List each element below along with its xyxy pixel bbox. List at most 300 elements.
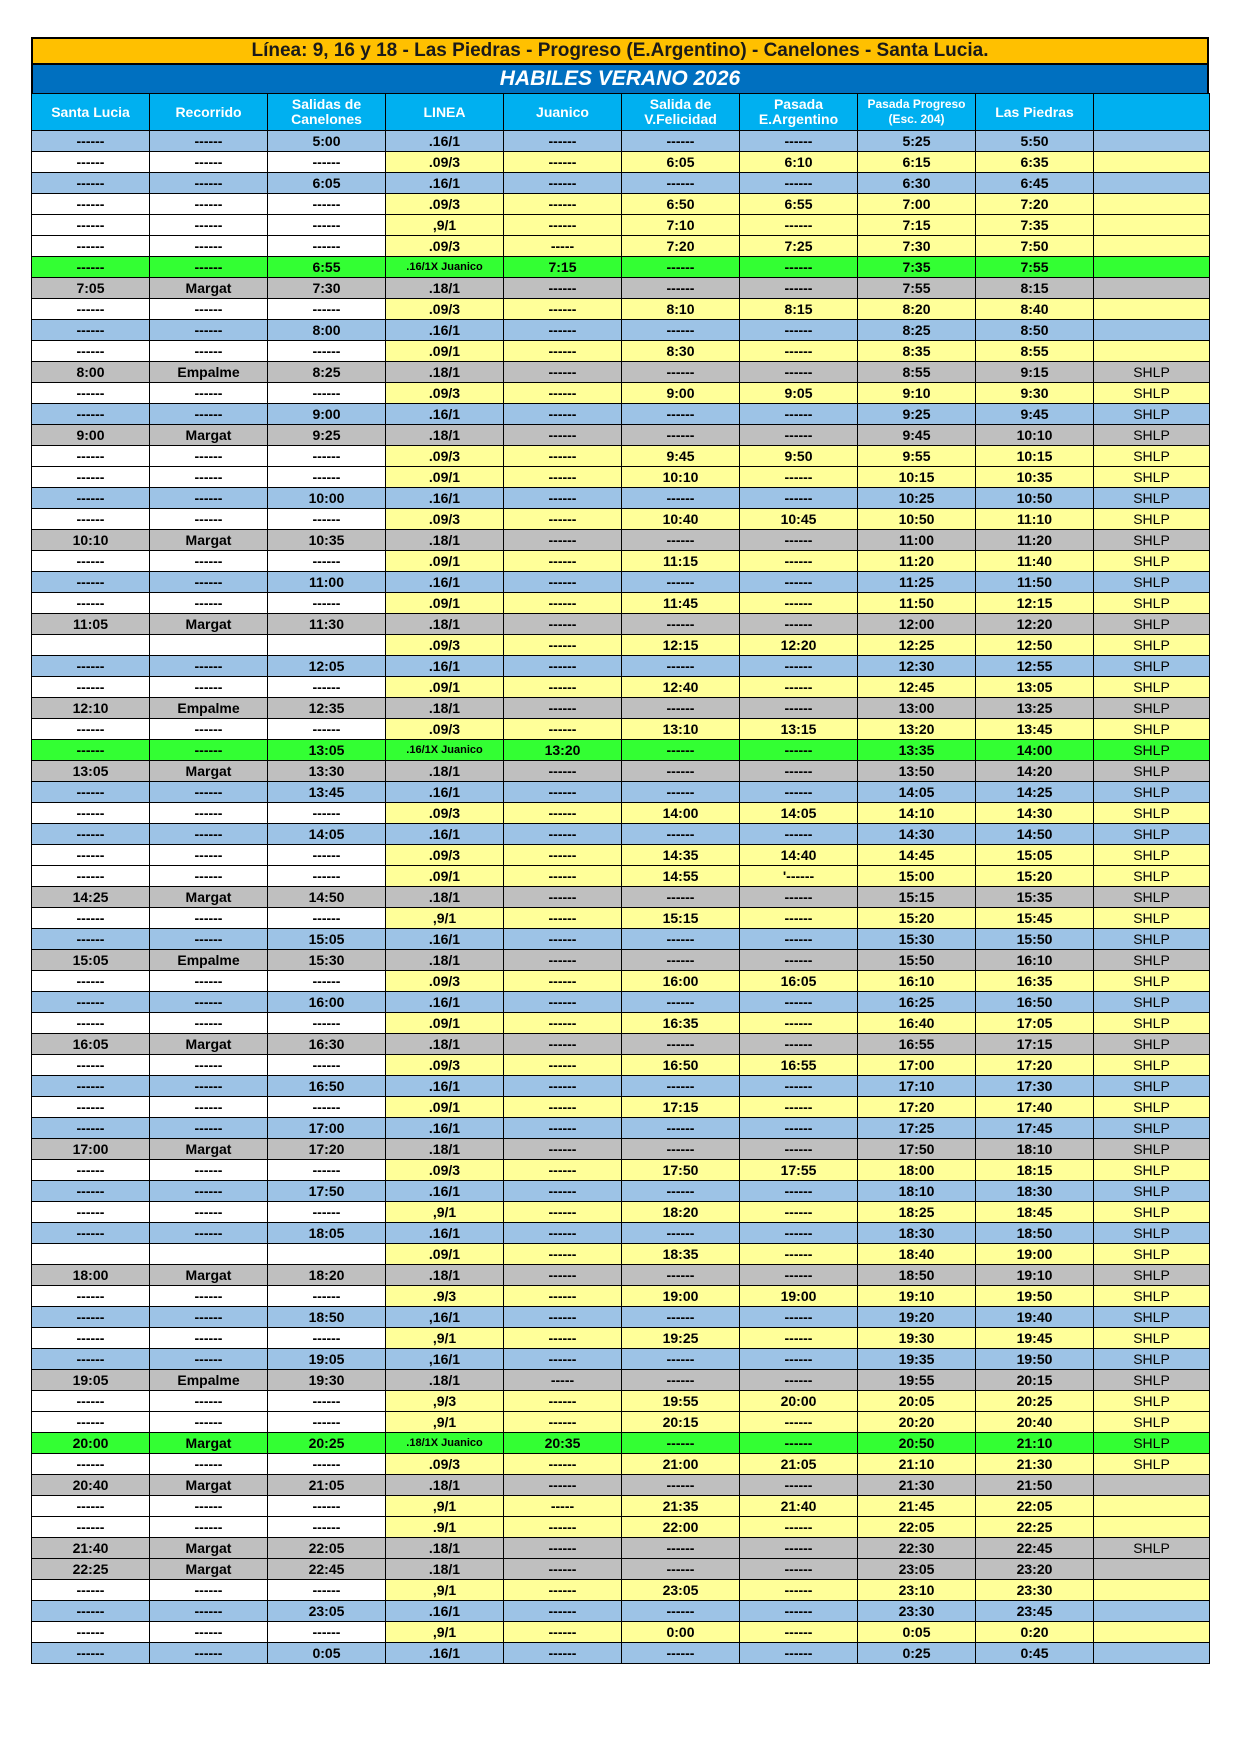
cell-recorrido: Margat <box>150 1559 268 1580</box>
cell-salida-v-felicidad: 16:50 <box>622 1055 740 1076</box>
cell-las-piedras: 9:15 <box>976 362 1094 383</box>
cell-salidas-canelones: ------ <box>268 341 386 362</box>
cell-juanico: ------ <box>504 929 622 950</box>
cell-notes <box>1094 173 1210 194</box>
cell-las-piedras: 16:35 <box>976 971 1094 992</box>
cell-linea: .18/1 <box>386 1538 504 1559</box>
cell-las-piedras: 17:20 <box>976 1055 1094 1076</box>
cell-juanico: ------ <box>504 572 622 593</box>
cell-santa-lucia: ------ <box>32 1181 150 1202</box>
cell-salidas-canelones: 17:20 <box>268 1139 386 1160</box>
cell-juanico: ------ <box>504 635 622 656</box>
cell-salida-v-felicidad: 10:10 <box>622 467 740 488</box>
cell-notes: SHLP <box>1094 1391 1210 1412</box>
cell-santa-lucia: ------ <box>32 740 150 761</box>
cell-recorrido: Empalme <box>150 698 268 719</box>
cell-salidas-canelones: ------ <box>268 1097 386 1118</box>
cell-las-piedras: 7:55 <box>976 257 1094 278</box>
cell-juanico: ------ <box>504 194 622 215</box>
cell-las-piedras: 8:50 <box>976 320 1094 341</box>
cell-recorrido: ------ <box>150 1055 268 1076</box>
page-subtitle: HABILES VERANO 2026 <box>31 65 1209 93</box>
cell-salida-v-felicidad: ------ <box>622 1559 740 1580</box>
cell-las-piedras: 8:15 <box>976 278 1094 299</box>
table-row <box>32 698 1210 719</box>
cell-recorrido: ------ <box>150 1496 268 1517</box>
table-row <box>32 1370 1210 1391</box>
cell-notes: SHLP <box>1094 1307 1210 1328</box>
cell-santa-lucia: ------ <box>32 1160 150 1181</box>
cell-las-piedras: 18:45 <box>976 1202 1094 1223</box>
cell-pasada-e-argentino: ------ <box>740 131 858 152</box>
cell-pasada-e-argentino: ------ <box>740 215 858 236</box>
cell-notes: SHLP <box>1094 1181 1210 1202</box>
cell-linea: ,9/1 <box>386 215 504 236</box>
cell-linea: .16/1 <box>386 929 504 950</box>
cell-santa-lucia: ------ <box>32 656 150 677</box>
cell-recorrido: ------ <box>150 866 268 887</box>
cell-pasada-e-argentino: ------ <box>740 341 858 362</box>
cell-notes: SHLP <box>1094 1286 1210 1307</box>
cell-pasada-progreso: 20:50 <box>858 1433 976 1454</box>
cell-pasada-progreso: 17:50 <box>858 1139 976 1160</box>
cell-santa-lucia: 20:40 <box>32 1475 150 1496</box>
table-row <box>32 1055 1210 1076</box>
cell-pasada-e-argentino: ------ <box>740 614 858 635</box>
cell-salidas-canelones: ------ <box>268 509 386 530</box>
table-row <box>32 740 1210 761</box>
cell-linea: ,9/1 <box>386 1202 504 1223</box>
cell-pasada-e-argentino: ------ <box>740 1475 858 1496</box>
cell-salida-v-felicidad: 7:20 <box>622 236 740 257</box>
cell-notes <box>1094 236 1210 257</box>
cell-pasada-e-argentino: ------ <box>740 257 858 278</box>
cell-santa-lucia: ------ <box>32 1118 150 1139</box>
cell-juanico: ------ <box>504 845 622 866</box>
cell-pasada-e-argentino: 21:05 <box>740 1454 858 1475</box>
table-row <box>32 509 1210 530</box>
cell-pasada-e-argentino: ------ <box>740 467 858 488</box>
cell-linea: .16/1 <box>386 1223 504 1244</box>
table-row <box>32 299 1210 320</box>
cell-pasada-progreso: 19:10 <box>858 1286 976 1307</box>
cell-notes: SHLP <box>1094 992 1210 1013</box>
cell-pasada-progreso: 14:30 <box>858 824 976 845</box>
cell-salida-v-felicidad: ------ <box>622 1349 740 1370</box>
cell-pasada-e-argentino: 9:05 <box>740 383 858 404</box>
cell-notes: SHLP <box>1094 362 1210 383</box>
cell-recorrido: ------ <box>150 803 268 824</box>
cell-juanico: ------ <box>504 1538 622 1559</box>
cell-juanico: ------ <box>504 698 622 719</box>
cell-juanico: ------ <box>504 1265 622 1286</box>
cell-salida-v-felicidad: ------ <box>622 173 740 194</box>
cell-juanico: ------ <box>504 1202 622 1223</box>
cell-juanico: ------ <box>504 152 622 173</box>
cell-pasada-progreso: 19:20 <box>858 1307 976 1328</box>
cell-las-piedras: 23:30 <box>976 1580 1094 1601</box>
cell-notes: SHLP <box>1094 887 1210 908</box>
cell-pasada-progreso: 11:20 <box>858 551 976 572</box>
cell-salidas-canelones: ------ <box>268 1622 386 1643</box>
cell-las-piedras: 12:50 <box>976 635 1094 656</box>
cell-recorrido: Margat <box>150 1034 268 1055</box>
cell-santa-lucia: ------ <box>32 1097 150 1118</box>
cell-salida-v-felicidad: ------ <box>622 425 740 446</box>
cell-notes: SHLP <box>1094 1118 1210 1139</box>
table-row <box>32 131 1210 152</box>
cell-juanico: ------ <box>504 509 622 530</box>
cell-pasada-e-argentino: ------ <box>740 1244 858 1265</box>
cell-notes: SHLP <box>1094 467 1210 488</box>
cell-recorrido: ------ <box>150 1328 268 1349</box>
cell-juanico: ------ <box>504 215 622 236</box>
cell-las-piedras: 21:30 <box>976 1454 1094 1475</box>
table-row <box>32 593 1210 614</box>
table-row <box>32 236 1210 257</box>
cell-las-piedras: 17:45 <box>976 1118 1094 1139</box>
cell-recorrido: ------ <box>150 1601 268 1622</box>
cell-juanico: ------ <box>504 1139 622 1160</box>
cell-juanico: ------ <box>504 1517 622 1538</box>
table-row <box>32 971 1210 992</box>
cell-linea: .09/3 <box>386 719 504 740</box>
cell-las-piedras: 22:25 <box>976 1517 1094 1538</box>
cell-salida-v-felicidad: ------ <box>622 782 740 803</box>
cell-juanico: ------ <box>504 446 622 467</box>
cell-notes: SHLP <box>1094 1349 1210 1370</box>
cell-linea: .16/1 <box>386 992 504 1013</box>
cell-pasada-progreso: 18:50 <box>858 1265 976 1286</box>
cell-las-piedras: 22:45 <box>976 1538 1094 1559</box>
cell-recorrido: ------ <box>150 1013 268 1034</box>
cell-linea: .9/3 <box>386 1286 504 1307</box>
cell-salidas-canelones: 11:00 <box>268 572 386 593</box>
cell-juanico: ------ <box>504 278 622 299</box>
cell-pasada-progreso: 16:10 <box>858 971 976 992</box>
cell-pasada-progreso: 16:55 <box>858 1034 976 1055</box>
cell-pasada-e-argentino: ------ <box>740 929 858 950</box>
cell-notes: SHLP <box>1094 446 1210 467</box>
cell-salidas-canelones: ------ <box>268 1391 386 1412</box>
cell-santa-lucia: ------ <box>32 194 150 215</box>
cell-salidas-canelones: ------ <box>268 446 386 467</box>
table-row <box>32 1391 1210 1412</box>
cell-salida-v-felicidad: 23:05 <box>622 1580 740 1601</box>
cell-salidas-canelones: ------ <box>268 866 386 887</box>
cell-pasada-progreso: 8:55 <box>858 362 976 383</box>
cell-notes: SHLP <box>1094 1202 1210 1223</box>
cell-salida-v-felicidad: ------ <box>622 1118 740 1139</box>
cell-notes: SHLP <box>1094 1160 1210 1181</box>
cell-las-piedras: 11:50 <box>976 572 1094 593</box>
cell-pasada-e-argentino: ------ <box>740 1118 858 1139</box>
cell-juanico: ------ <box>504 1286 622 1307</box>
table-row <box>32 1475 1210 1496</box>
cell-salida-v-felicidad: ------ <box>622 131 740 152</box>
cell-notes <box>1094 1496 1210 1517</box>
cell-santa-lucia: 13:05 <box>32 761 150 782</box>
cell-salida-v-felicidad: 16:35 <box>622 1013 740 1034</box>
cell-salidas-canelones: 10:35 <box>268 530 386 551</box>
cell-las-piedras: 10:35 <box>976 467 1094 488</box>
cell-recorrido: Margat <box>150 1475 268 1496</box>
cell-pasada-progreso: 15:00 <box>858 866 976 887</box>
cell-salidas-canelones: ------ <box>268 551 386 572</box>
cell-linea: .09/1 <box>386 593 504 614</box>
cell-juanico: ------ <box>504 656 622 677</box>
table-row <box>32 824 1210 845</box>
cell-recorrido: Margat <box>150 1139 268 1160</box>
cell-recorrido: Empalme <box>150 1370 268 1391</box>
cell-pasada-progreso: 13:35 <box>858 740 976 761</box>
cell-pasada-progreso: 12:25 <box>858 635 976 656</box>
cell-santa-lucia: 18:00 <box>32 1265 150 1286</box>
table-row <box>32 761 1210 782</box>
cell-salida-v-felicidad: 14:55 <box>622 866 740 887</box>
cell-recorrido: Margat <box>150 761 268 782</box>
cell-juanico: ------ <box>504 1307 622 1328</box>
cell-juanico: 13:20 <box>504 740 622 761</box>
cell-linea: .09/1 <box>386 866 504 887</box>
cell-salida-v-felicidad: 6:50 <box>622 194 740 215</box>
cell-pasada-progreso: 9:55 <box>858 446 976 467</box>
cell-pasada-e-argentino: ------ <box>740 1223 858 1244</box>
cell-salidas-canelones: 14:50 <box>268 887 386 908</box>
cell-santa-lucia: ------ <box>32 866 150 887</box>
cell-linea: ,16/1 <box>386 1349 504 1370</box>
cell-santa-lucia: ------ <box>32 152 150 173</box>
table-row <box>32 908 1210 929</box>
table-row <box>32 1328 1210 1349</box>
cell-pasada-e-argentino: 21:40 <box>740 1496 858 1517</box>
cell-salida-v-felicidad: 9:45 <box>622 446 740 467</box>
cell-juanico: ------ <box>504 1055 622 1076</box>
cell-pasada-progreso: 11:50 <box>858 593 976 614</box>
cell-pasada-e-argentino: ------ <box>740 1202 858 1223</box>
cell-salida-v-felicidad: 22:00 <box>622 1517 740 1538</box>
cell-notes <box>1094 1580 1210 1601</box>
cell-recorrido: Margat <box>150 278 268 299</box>
cell-pasada-e-argentino: ------ <box>740 362 858 383</box>
cell-pasada-e-argentino: ------ <box>740 1097 858 1118</box>
cell-notes <box>1094 299 1210 320</box>
cell-linea: .09/3 <box>386 446 504 467</box>
cell-juanico: ------ <box>504 362 622 383</box>
cell-notes: SHLP <box>1094 1139 1210 1160</box>
cell-juanico: ------ <box>504 866 622 887</box>
cell-santa-lucia: ------ <box>32 131 150 152</box>
table-row <box>32 1118 1210 1139</box>
cell-notes: SHLP <box>1094 1433 1210 1454</box>
cell-juanico: ----- <box>504 236 622 257</box>
cell-salida-v-felicidad: 11:15 <box>622 551 740 572</box>
cell-pasada-e-argentino: ------ <box>740 1139 858 1160</box>
cell-las-piedras: 10:15 <box>976 446 1094 467</box>
cell-salidas-canelones: 19:30 <box>268 1370 386 1391</box>
cell-las-piedras: 15:20 <box>976 866 1094 887</box>
cell-salidas-canelones: 20:25 <box>268 1433 386 1454</box>
cell-pasada-progreso: 9:45 <box>858 425 976 446</box>
cell-salidas-canelones: ------ <box>268 1160 386 1181</box>
cell-pasada-e-argentino: ------ <box>740 593 858 614</box>
cell-las-piedras: 23:45 <box>976 1601 1094 1622</box>
cell-salidas-canelones: 15:05 <box>268 929 386 950</box>
cell-pasada-progreso: 14:10 <box>858 803 976 824</box>
cell-las-piedras: 7:20 <box>976 194 1094 215</box>
cell-pasada-e-argentino: ------ <box>740 1181 858 1202</box>
cell-juanico: ------ <box>504 761 622 782</box>
cell-pasada-e-argentino: ------ <box>740 782 858 803</box>
cell-linea: ,9/1 <box>386 1412 504 1433</box>
cell-juanico: ------ <box>504 950 622 971</box>
cell-las-piedras: 0:20 <box>976 1622 1094 1643</box>
cell-las-piedras: 19:50 <box>976 1286 1094 1307</box>
cell-pasada-e-argentino: ------ <box>740 992 858 1013</box>
cell-linea: .18/1 <box>386 425 504 446</box>
cell-pasada-e-argentino: ------ <box>740 1580 858 1601</box>
cell-salidas-canelones: 7:30 <box>268 278 386 299</box>
table-row <box>32 572 1210 593</box>
cell-santa-lucia: ------ <box>32 845 150 866</box>
table-row <box>32 992 1210 1013</box>
cell-pasada-progreso: 7:15 <box>858 215 976 236</box>
cell-salida-v-felicidad: ------ <box>622 1139 740 1160</box>
cell-salidas-canelones: ------ <box>268 236 386 257</box>
cell-pasada-e-argentino: 14:40 <box>740 845 858 866</box>
cell-recorrido: ------ <box>150 551 268 572</box>
cell-salida-v-felicidad: 17:50 <box>622 1160 740 1181</box>
cell-pasada-progreso: 12:30 <box>858 656 976 677</box>
cell-linea: ,9/1 <box>386 908 504 929</box>
cell-las-piedras: 0:45 <box>976 1643 1094 1664</box>
cell-salidas-canelones: ------ <box>268 215 386 236</box>
cell-linea: .16/1 <box>386 1076 504 1097</box>
cell-recorrido: ------ <box>150 1076 268 1097</box>
cell-pasada-progreso: 17:00 <box>858 1055 976 1076</box>
cell-juanico: ----- <box>504 1496 622 1517</box>
cell-salida-v-felicidad: ------ <box>622 530 740 551</box>
cell-linea: ,9/1 <box>386 1496 504 1517</box>
cell-notes: SHLP <box>1094 1034 1210 1055</box>
cell-juanico: ------ <box>504 1580 622 1601</box>
table-row <box>32 1580 1210 1601</box>
cell-juanico: ------ <box>504 992 622 1013</box>
cell-santa-lucia: 19:05 <box>32 1370 150 1391</box>
cell-salida-v-felicidad: 19:00 <box>622 1286 740 1307</box>
cell-pasada-e-argentino: ------ <box>740 1013 858 1034</box>
cell-las-piedras: 15:50 <box>976 929 1094 950</box>
cell-linea: .18/1 <box>386 1265 504 1286</box>
cell-salida-v-felicidad: ------ <box>622 761 740 782</box>
cell-juanico: ------ <box>504 173 622 194</box>
cell-salida-v-felicidad: 18:20 <box>622 1202 740 1223</box>
cell-notes <box>1094 278 1210 299</box>
cell-linea: .09/3 <box>386 1055 504 1076</box>
cell-notes: SHLP <box>1094 950 1210 971</box>
cell-pasada-e-argentino: ------ <box>740 908 858 929</box>
cell-santa-lucia <box>32 635 150 656</box>
cell-salidas-canelones: 18:50 <box>268 1307 386 1328</box>
cell-las-piedras: 6:35 <box>976 152 1094 173</box>
cell-juanico: ------ <box>504 404 622 425</box>
cell-salida-v-felicidad: ------ <box>622 887 740 908</box>
cell-salidas-canelones: 9:00 <box>268 404 386 425</box>
cell-linea: .18/1 <box>386 362 504 383</box>
cell-recorrido <box>150 1244 268 1265</box>
cell-santa-lucia: ------ <box>32 1349 150 1370</box>
cell-santa-lucia: ------ <box>32 929 150 950</box>
cell-santa-lucia: ------ <box>32 1643 150 1664</box>
cell-santa-lucia: ------ <box>32 1013 150 1034</box>
cell-notes: SHLP <box>1094 971 1210 992</box>
cell-salida-v-felicidad: 10:40 <box>622 509 740 530</box>
table-row <box>32 404 1210 425</box>
cell-pasada-e-argentino: ------ <box>740 698 858 719</box>
cell-santa-lucia: ------ <box>32 467 150 488</box>
cell-linea: .18/1 <box>386 1370 504 1391</box>
cell-recorrido: ------ <box>150 194 268 215</box>
cell-juanico: ------ <box>504 383 622 404</box>
cell-las-piedras: 11:40 <box>976 551 1094 572</box>
cell-santa-lucia: 7:05 <box>32 278 150 299</box>
cell-linea: .09/1 <box>386 1013 504 1034</box>
schedule-sheet <box>31 37 1209 1664</box>
cell-pasada-progreso: 17:20 <box>858 1097 976 1118</box>
table-row <box>32 1013 1210 1034</box>
cell-recorrido: Margat <box>150 887 268 908</box>
cell-pasada-progreso: 8:25 <box>858 320 976 341</box>
cell-salida-v-felicidad: 21:00 <box>622 1454 740 1475</box>
cell-pasada-progreso: 7:35 <box>858 257 976 278</box>
cell-salidas-canelones: 22:05 <box>268 1538 386 1559</box>
cell-pasada-progreso: 23:30 <box>858 1601 976 1622</box>
cell-santa-lucia: ------ <box>32 509 150 530</box>
cell-pasada-e-argentino: 14:05 <box>740 803 858 824</box>
cell-juanico: ------ <box>504 1328 622 1349</box>
cell-recorrido: ------ <box>150 677 268 698</box>
cell-pasada-progreso: 18:10 <box>858 1181 976 1202</box>
cell-pasada-progreso: 11:00 <box>858 530 976 551</box>
cell-linea: .18/1 <box>386 761 504 782</box>
cell-recorrido: ------ <box>150 1622 268 1643</box>
cell-salidas-canelones <box>268 635 386 656</box>
header-pasada-e-argentino: Pasada E.Argentino <box>740 94 858 131</box>
cell-pasada-progreso: 10:15 <box>858 467 976 488</box>
cell-juanico: ------ <box>504 593 622 614</box>
cell-linea: .9/1 <box>386 1517 504 1538</box>
cell-salida-v-felicidad: 21:35 <box>622 1496 740 1517</box>
cell-recorrido: ------ <box>150 1412 268 1433</box>
cell-notes <box>1094 131 1210 152</box>
cell-santa-lucia: ------ <box>32 992 150 1013</box>
cell-notes: SHLP <box>1094 614 1210 635</box>
table-row <box>32 1349 1210 1370</box>
cell-notes: SHLP <box>1094 425 1210 446</box>
cell-salidas-canelones: ------ <box>268 152 386 173</box>
cell-salidas-canelones: ------ <box>268 1328 386 1349</box>
cell-notes: SHLP <box>1094 572 1210 593</box>
table-row <box>32 215 1210 236</box>
cell-salidas-canelones: ------ <box>268 593 386 614</box>
cell-linea: .09/1 <box>386 467 504 488</box>
cell-notes: SHLP <box>1094 1538 1210 1559</box>
cell-linea: .18/1 <box>386 1559 504 1580</box>
cell-salidas-canelones: ------ <box>268 1286 386 1307</box>
table-row <box>32 341 1210 362</box>
cell-santa-lucia: ------ <box>32 1601 150 1622</box>
cell-pasada-e-argentino: ------ <box>740 1265 858 1286</box>
